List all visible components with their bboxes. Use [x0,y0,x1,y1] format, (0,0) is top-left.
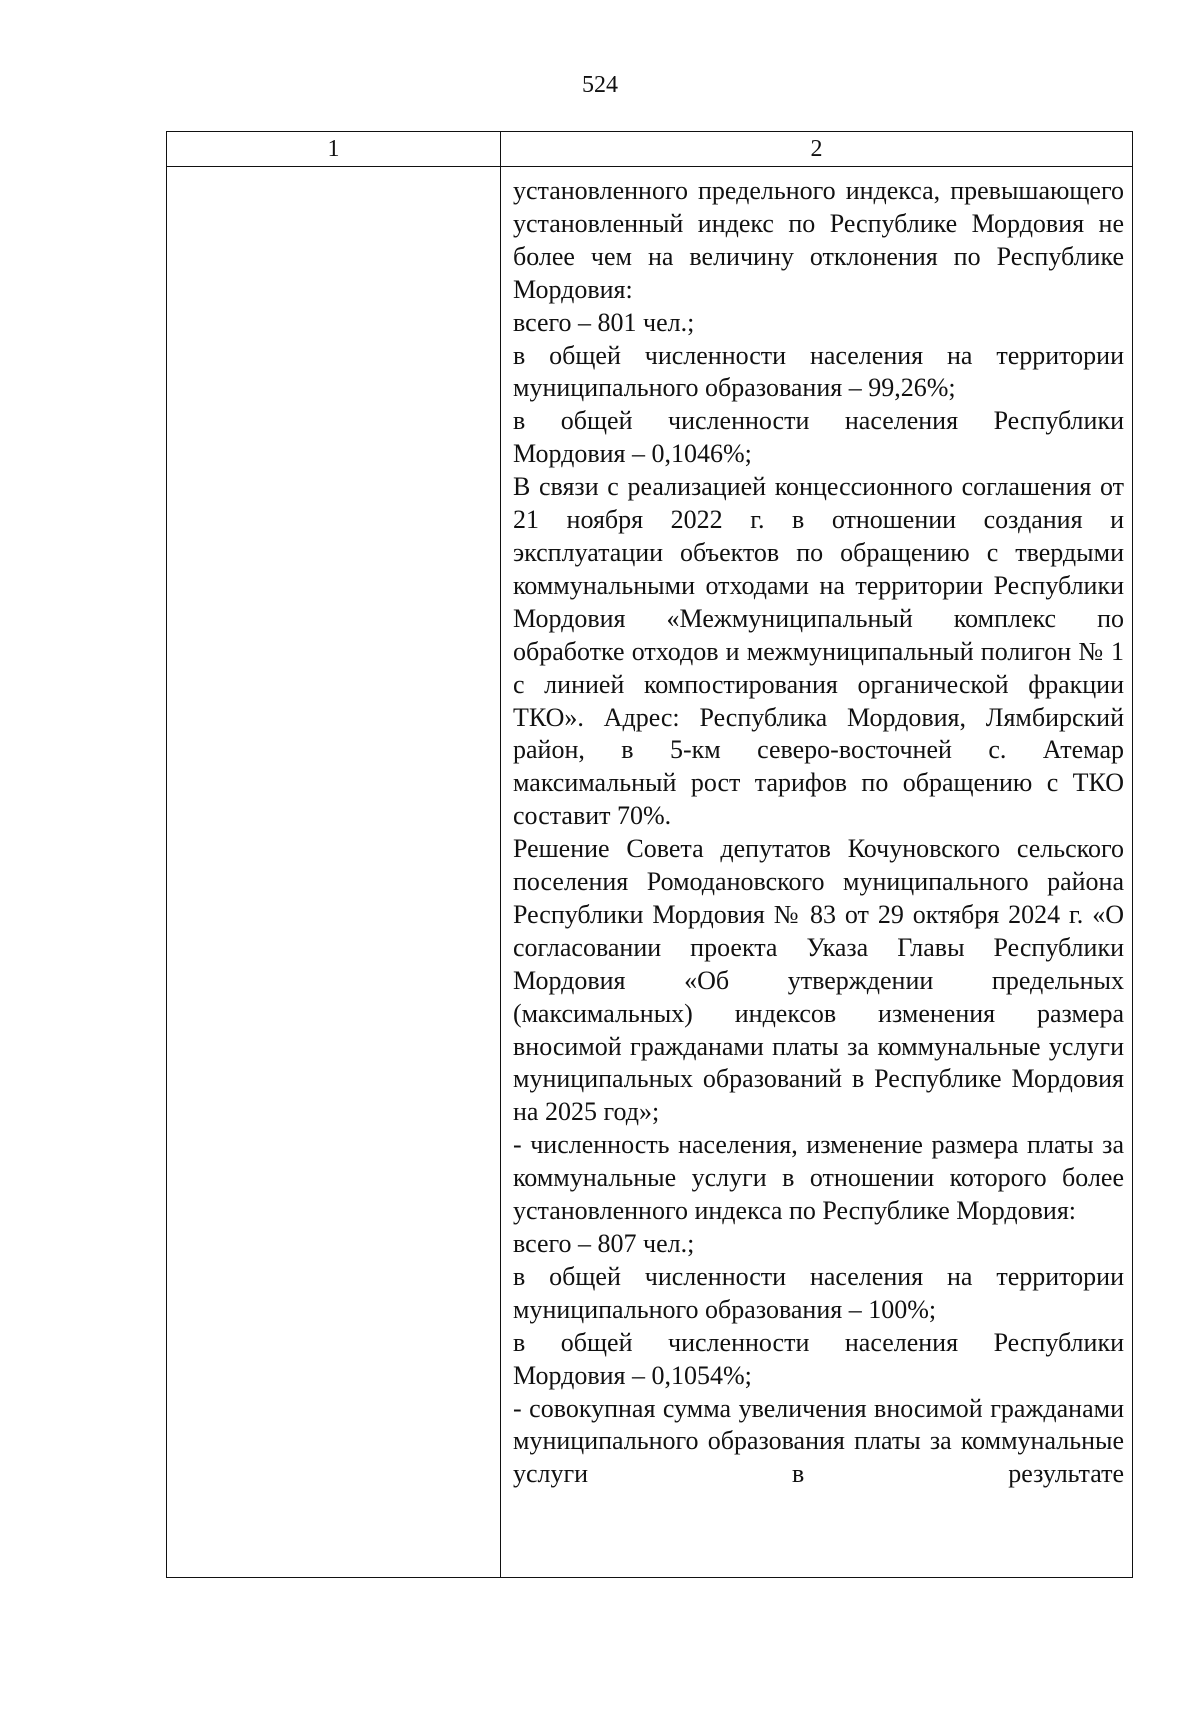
paragraph-share-municipal-99: в общей численности населения на территории муниципального образования – 99,26%; [513,340,1124,403]
table-row [167,167,1133,1578]
column-header-2: 2 [501,132,1133,167]
column-2-cell [501,167,1133,1578]
paragraph-share-republic-01054: в общей численности населения Республики Мордовия – 0,1054%; [513,1327,1124,1390]
paragraph-total-807: всего – 807 чел.; [513,1229,695,1258]
paragraph-limit-index: установленного предельного индекса, превышающего установленный индекс по Республике Мордовия не более чем на величину отклонения по Республике Мордовия: [513,176,1124,304]
page-number: 524 [582,72,618,98]
paragraph-total-increase: - совокупная сумма увеличения вносимой гражданами муниципального образования платы за коммунальные услуги в результате [513,1393,1124,1489]
paragraph-share-municipal-100: в общей численности населения на территории муниципального образования – 100%; [513,1261,1124,1324]
paragraph-council-decision: Решение Совета депутатов Кочуновского сельского поселения Ромодановского муниципального района Республики Мордовия № 83 от 29 октября 2024 г. «О согласовании проекта Указа Главы Республики Мордовия «Об утверждении предельных (максимальных) индексов изменения размера вносимой гражданами платы за коммунальные услуги муниципальных образований в Республике Мордовия на 2025 год»; [513,834,1124,1127]
paragraph-share-republic-01046: в общей численности населения Республики Мордовия – 0,1046%; [513,406,1124,469]
column-header-1: 1 [167,132,501,167]
table-header-row [167,132,1133,167]
column-2-text [501,167,1132,1491]
column-1-cell [167,167,501,1578]
paragraph-total-801: всего – 801 чел.; [513,307,695,337]
document-table [166,131,1133,1578]
paragraph-concession-agreement: В связи с реализацией концессионного соглашения от 21 ноября 2022 г. в отношении создания и эксплуатации объектов по обращению с твердыми коммунальными отходами на территории Республики Мордовия «Межмуниципальный комплекс по обработке отходов и межмуниципальный полигон № 1 с линией компостирования органической фракции ТКО». Адрес: Республика Мордовия, Лямбирский район, в 5-км северо-восточней с. Атемар максимальный рост тарифов по обращению с ТКО составит 70%. [513,472,1124,831]
paragraph-population-change: - численность населения, изменение размера платы за коммунальные услуги в отношении которого более установленного индекса по Республике Мордовия: [513,1130,1124,1226]
